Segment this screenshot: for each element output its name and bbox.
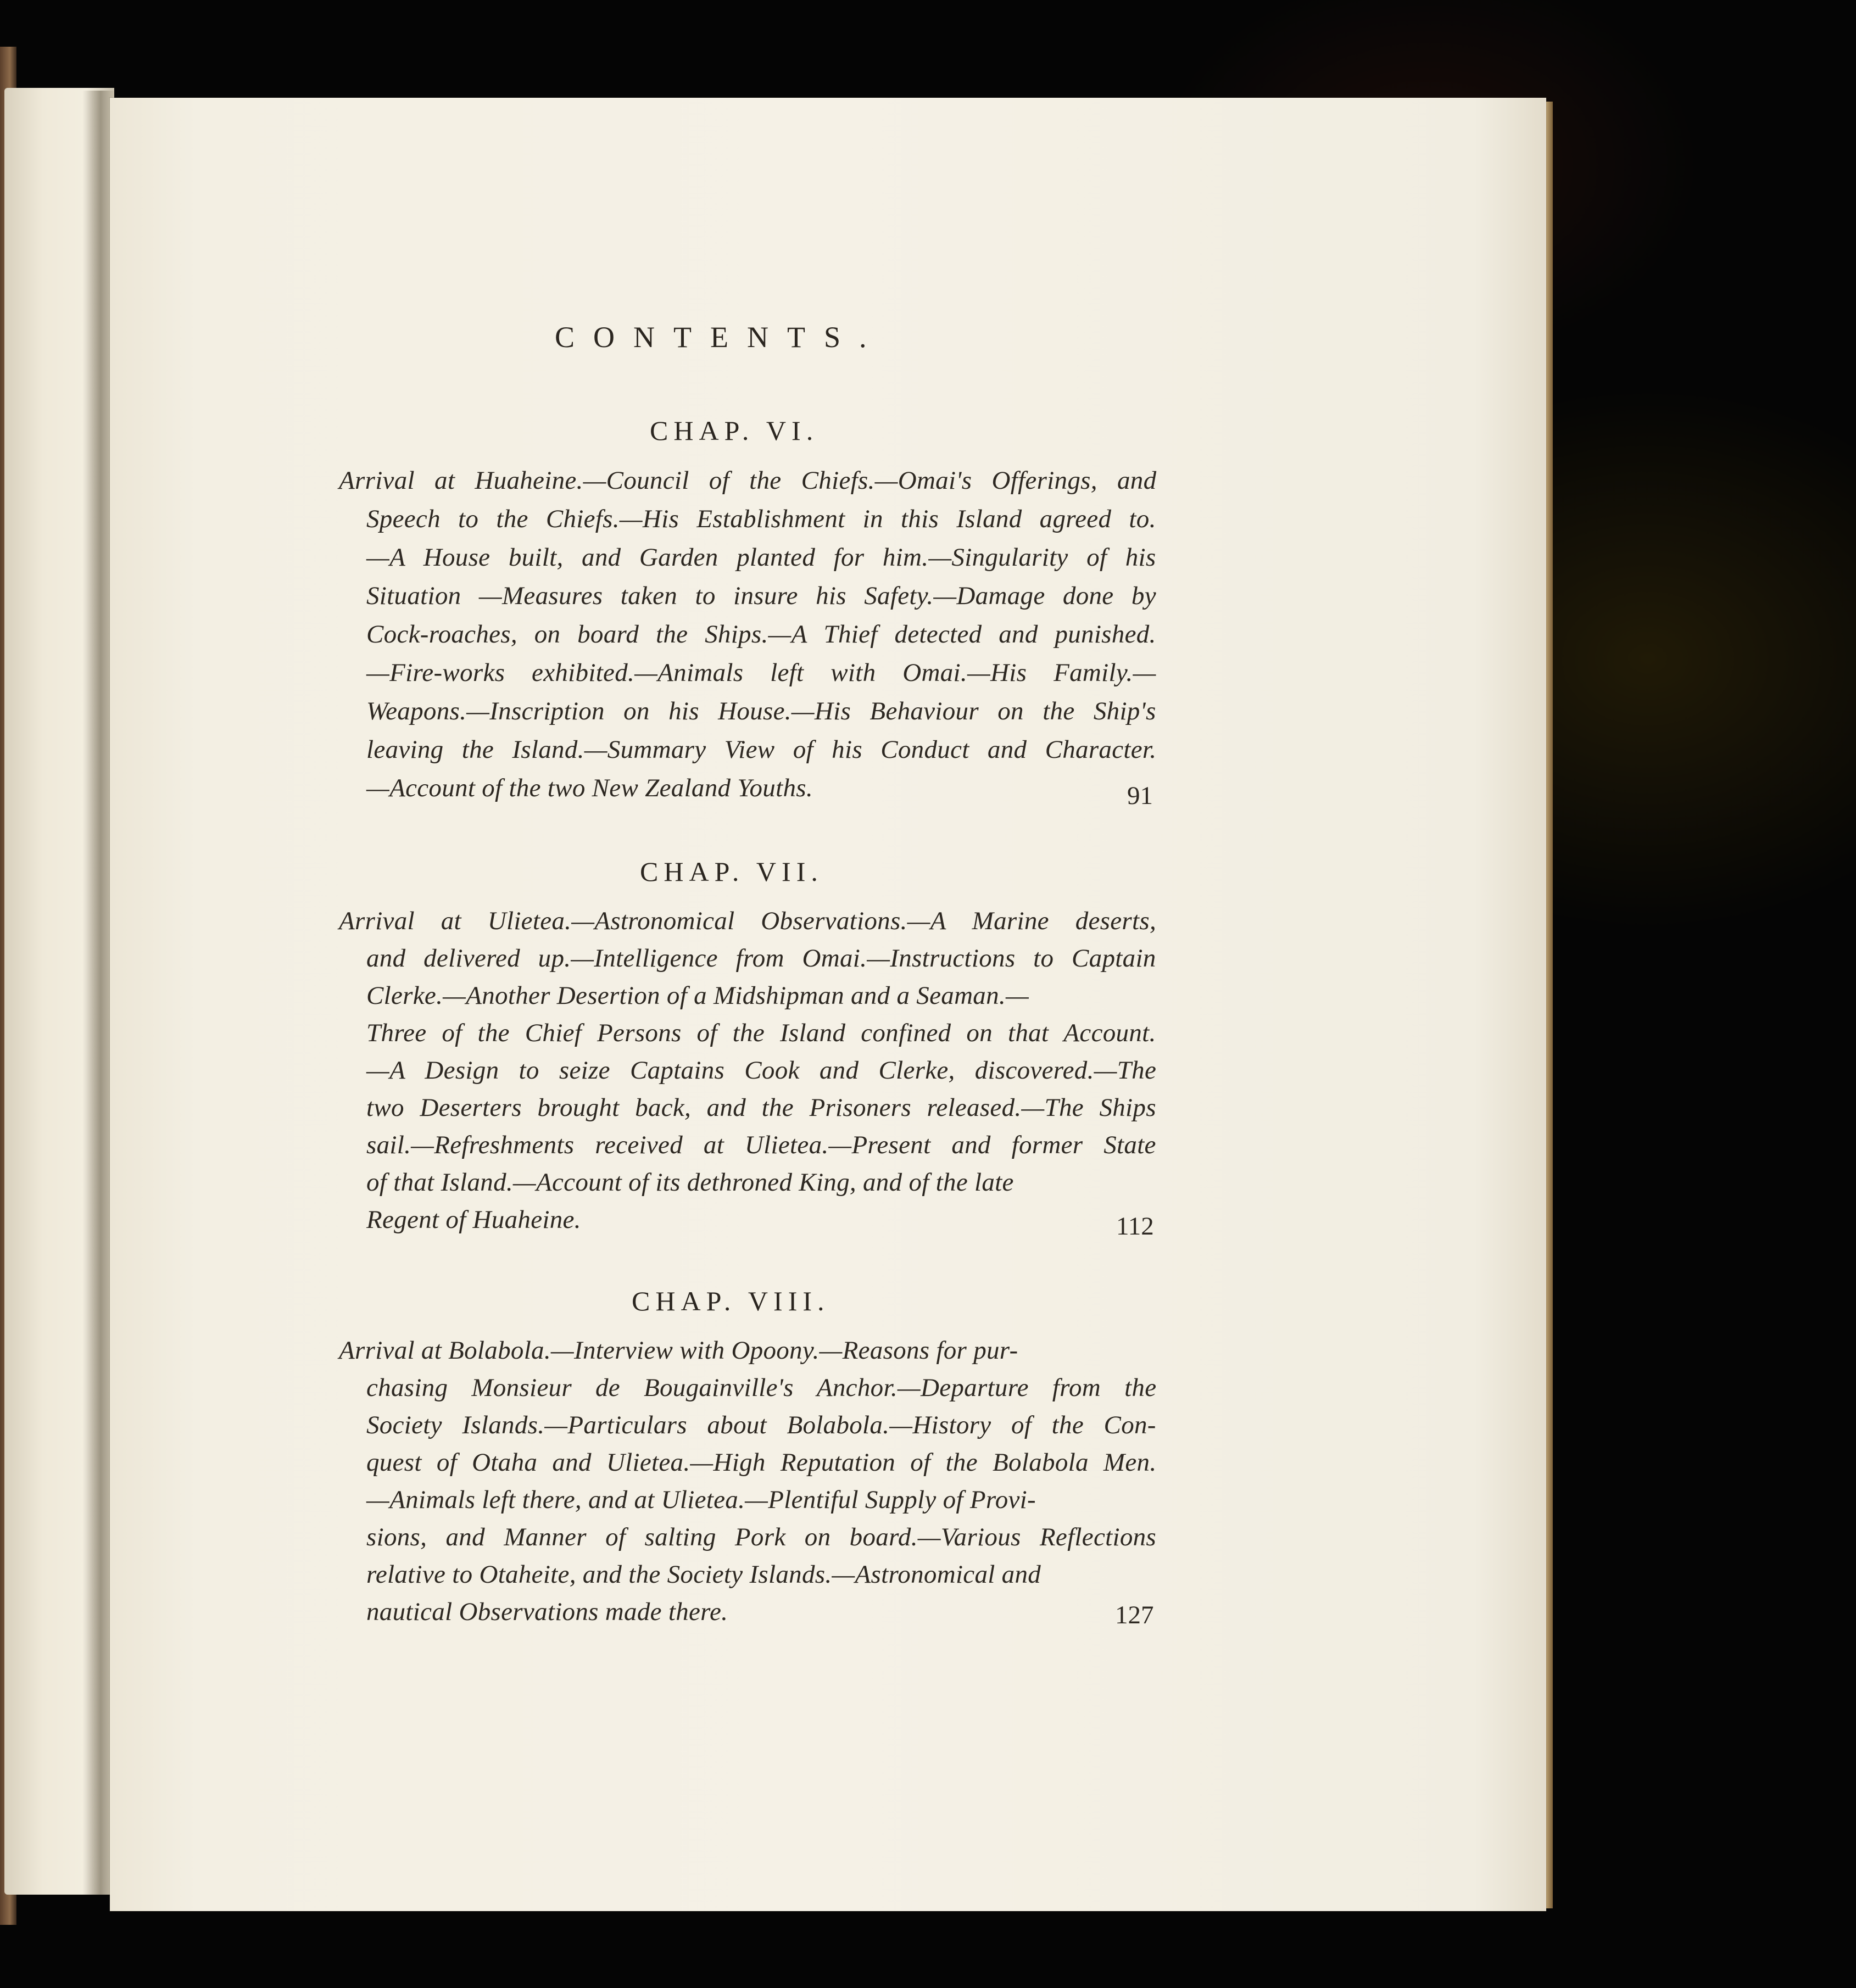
chapter-line: sions, and Manner of salting Pork on board.—Various Reflections	[366, 1523, 1157, 1551]
chapter-line: —A Design to seize Captains Cook and Clerke, discovered.—The	[366, 1056, 1157, 1085]
chapter-line: —Animals left there, and at Ulietea.—Plentiful Supply of Provi-	[366, 1486, 1036, 1514]
page-title: CONTENTS.	[555, 321, 885, 354]
chapter-line: —A House built, and Garden planted for him.—Singularity of his	[366, 543, 1156, 572]
chapter-line: —Account of the two New Zealand Youths.	[366, 774, 813, 802]
chapter-line: Three of the Chief Persons of the Island confined on that Account.	[366, 1019, 1156, 1047]
chapter-line: Clerke.—Another Desertion of a Midshipman and a Seaman.—	[366, 981, 1029, 1010]
chapter-heading: CHAP. VI.	[650, 415, 819, 446]
chapter-line: quest of Otaha and Ulietea.—High Reputation of the Bolabola Men.	[366, 1448, 1157, 1477]
chapter-line: Situation —Measures taken to insure his Safety.—Damage done by	[366, 582, 1156, 610]
chapter-line: Regent of Huaheine.	[366, 1205, 581, 1234]
chapter-line: —Fire-works exhibited.—Animals left with Omai.—His Family.—	[366, 658, 1156, 687]
chapter-line: chasing Monsieur de Bougainville's Anchor.—Departure from the	[366, 1373, 1157, 1402]
chapter-line: Speech to the Chiefs.—His Establishment in this Island agreed to.	[366, 505, 1156, 533]
page-number: 127	[1115, 1601, 1154, 1629]
chapter-line: sail.—Refreshments received at Ulietea.—Present and former State	[366, 1131, 1156, 1159]
chapter-line: Arrival at Bolabola.—Interview with Opoony.—Reasons for pur-	[339, 1336, 1018, 1365]
chapter-heading: CHAP. VII.	[640, 856, 823, 887]
chapter-line: Arrival at Huaheine.—Council of the Chiefs.—Omai's Offerings, and	[339, 466, 1157, 495]
page-number: 112	[1116, 1212, 1154, 1241]
chapter-line: Weapons.—Inscription on his House.—His Behaviour on the Ship's	[366, 697, 1156, 725]
chapter-line: and delivered up.—Intelligence from Omai.—Instructions to Captain	[366, 944, 1156, 973]
page-number: 91	[1127, 781, 1153, 810]
chapter-line: Cock-roaches, on board the Ships.—A Thief detected and punished.	[366, 620, 1156, 649]
chapter-heading: CHAP. VIII.	[632, 1286, 830, 1316]
chapter-line: leaving the Island.—Summary View of his Conduct and Character.	[366, 735, 1157, 764]
chapter-line: Arrival at Ulietea.—Astronomical Observations.—A Marine deserts,	[339, 907, 1156, 935]
chapter-line: Society Islands.—Particulars about Bolabola.—History of the Con-	[366, 1411, 1156, 1439]
chapter-line: of that Island.—Account of its dethroned King, and of the late	[366, 1168, 1014, 1197]
chapter-line: relative to Otaheite, and the Society Islands.—Astronomical and	[366, 1560, 1041, 1589]
chapter-line: nautical Observations made there.	[366, 1598, 728, 1626]
page-edge	[1546, 102, 1553, 1908]
chapter-line: two Deserters brought back, and the Prisoners released.—The Ships	[366, 1093, 1156, 1122]
